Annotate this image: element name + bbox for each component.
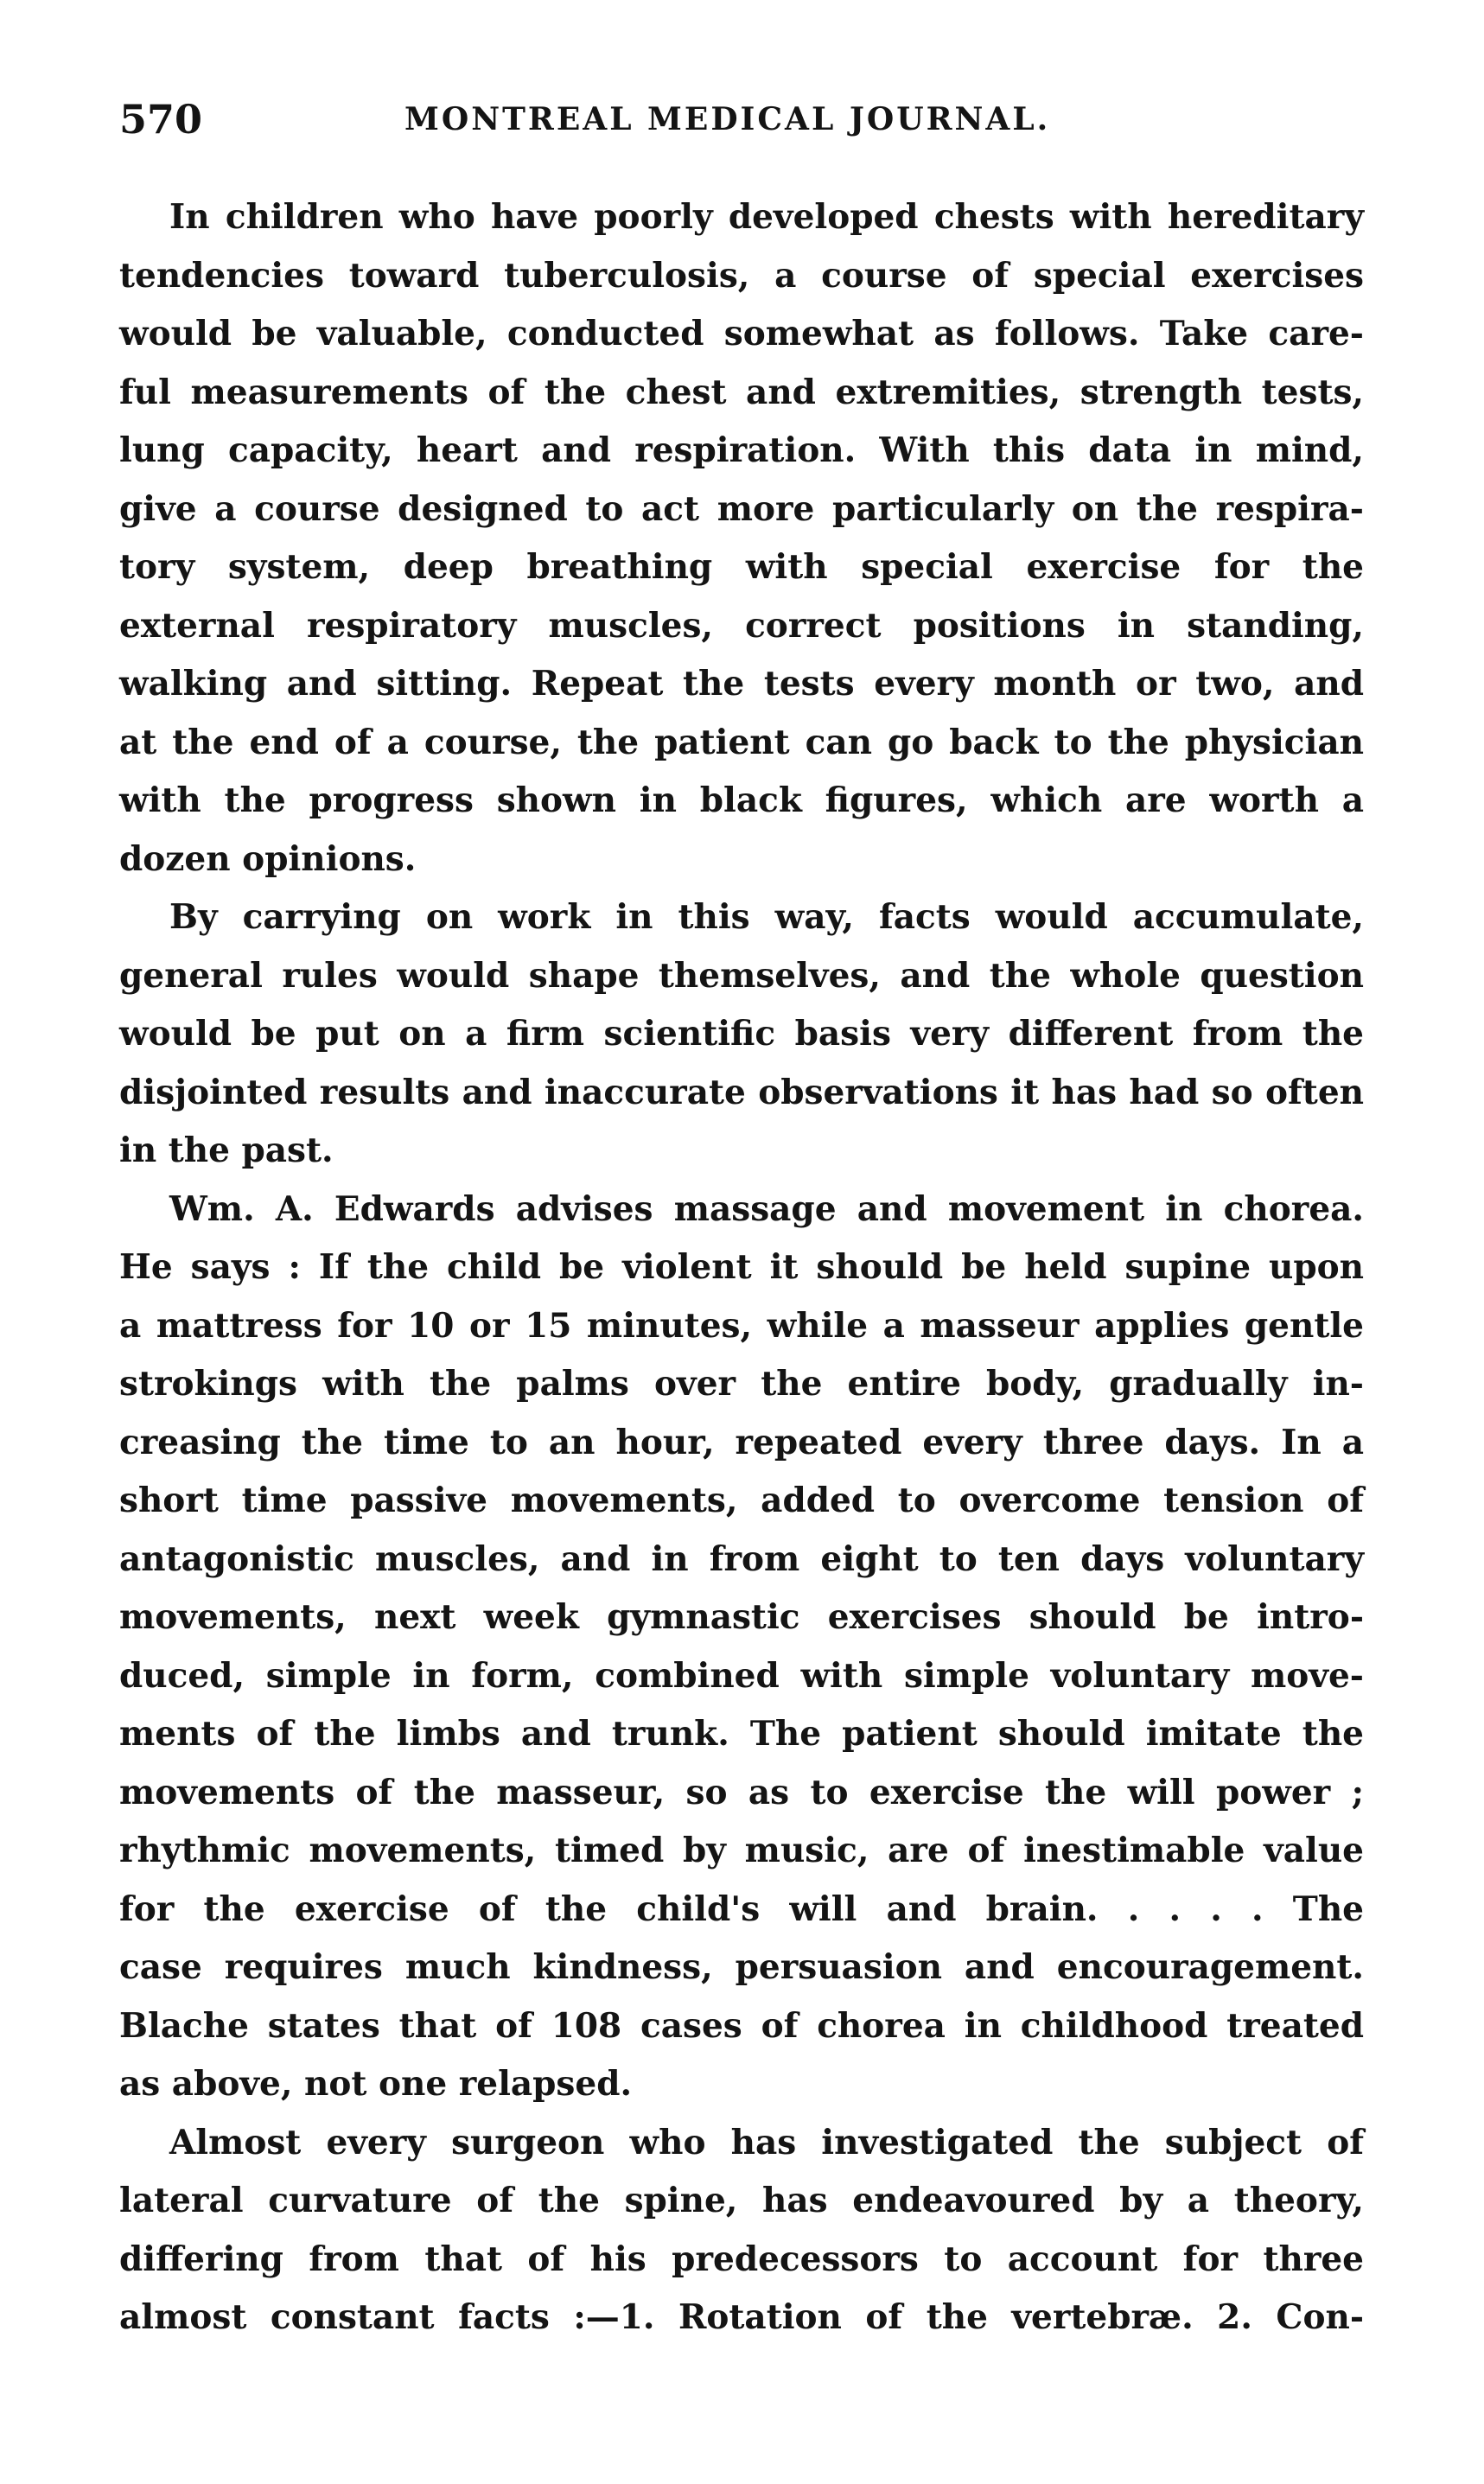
text-line: rhythmic movements, timed by music, are of inestimable value (119, 1831, 1364, 1870)
text-line: He says : If the child be violent it should be held supine upon (119, 1247, 1364, 1287)
text-line: movements of the masseur, so as to exercise the will power ; (119, 1772, 1364, 1812)
text-line: for the exercise of the child's will and brain. . . . . The (119, 1888, 1364, 1929)
text-line: ful measurements of the chest and extremities, strength tests, (119, 372, 1364, 412)
text-line: lung capacity, heart and respiration. With this data in mind, (119, 430, 1364, 470)
text-line: antagonistic muscles, and in from eight to ten days voluntary (119, 1538, 1364, 1579)
text-line: almost constant facts :—1. Rotation of the vertebræ. 2. Con- (119, 2297, 1364, 2337)
text-line: a mattress for 10 or 15 minutes, while a masseur applies gentle (119, 1305, 1364, 1346)
text-line: walking and sitting. Repeat the tests every month or two, and (119, 664, 1364, 704)
text-line: as above, not one relapsed. (119, 2064, 633, 2104)
text-line: Almost every surgeon who has investigated the subject of (169, 2122, 1364, 2162)
text-line: case requires much kindness, persuasion and encouragement. (119, 1947, 1364, 1987)
text-line: general rules would shape themselves, and the whole question (119, 955, 1364, 996)
journal-title: MONTREAL MEDICAL JOURNAL. (404, 101, 1051, 137)
text-line: in the past. (119, 1131, 334, 1170)
text-line: tory system, deep breathing with special exercise for the (119, 547, 1364, 587)
text-line: disjointed results and inaccurate observations it has had so often (119, 1072, 1364, 1112)
text-line: Blache states that of 108 cases of chorea in childhood treated (119, 2005, 1364, 2046)
body-text (119, 188, 1364, 2347)
text-line: with the progress shown in black figures, which are worth a (119, 780, 1364, 820)
text-line: differing from that of his predecessors to account for three (119, 2239, 1364, 2279)
text-line: would be valuable, conducted somewhat as follows. Take care- (119, 314, 1364, 353)
page-number: 570 (119, 96, 203, 143)
running-head (119, 93, 1364, 145)
text-line: tendencies toward tuberculosis, a course of special exercises (119, 255, 1364, 296)
text-line: lateral curvature of the spine, has endeavoured by a theory, (119, 2181, 1364, 2220)
text-line: strokings with the palms over the entire body, gradually in- (119, 1364, 1364, 1404)
text-line: external respiratory muscles, correct positions in standing, (119, 605, 1364, 646)
text-line: would be put on a firm scientific basis very different from the (119, 1014, 1364, 1054)
text-line: ments of the limbs and trunk. The patient should imitate the (119, 1714, 1364, 1754)
text-line: By carrying on work in this way, facts would accumulate, (169, 897, 1364, 937)
text-line: dozen opinions. (119, 838, 417, 879)
paragraph-facts-accumulate (119, 889, 1364, 1181)
text-line: Wm. A. Edwards advises massage and movement in chorea. (169, 1188, 1364, 1229)
text-line: creasing the time to an hour, repeated every three days. In a (119, 1422, 1364, 1462)
paragraph-children-chests (119, 188, 1364, 889)
text-line: duced, simple in form, combined with simple voluntary move- (119, 1655, 1364, 1696)
text-line: short time passive movements, added to overcome tension of (119, 1481, 1364, 1520)
text-line: In children who have poorly developed chests with hereditary (169, 197, 1364, 237)
paragraph-chorea-massage (119, 1181, 1364, 2114)
paragraph-lateral-curvature (119, 2114, 1364, 2347)
text-line: give a course designed to act more particularly on the respira- (119, 488, 1364, 529)
text-line: at the end of a course, the patient can go back to the physician (119, 722, 1364, 762)
text-line: movements, next week gymnastic exercises should be intro- (119, 1597, 1364, 1637)
